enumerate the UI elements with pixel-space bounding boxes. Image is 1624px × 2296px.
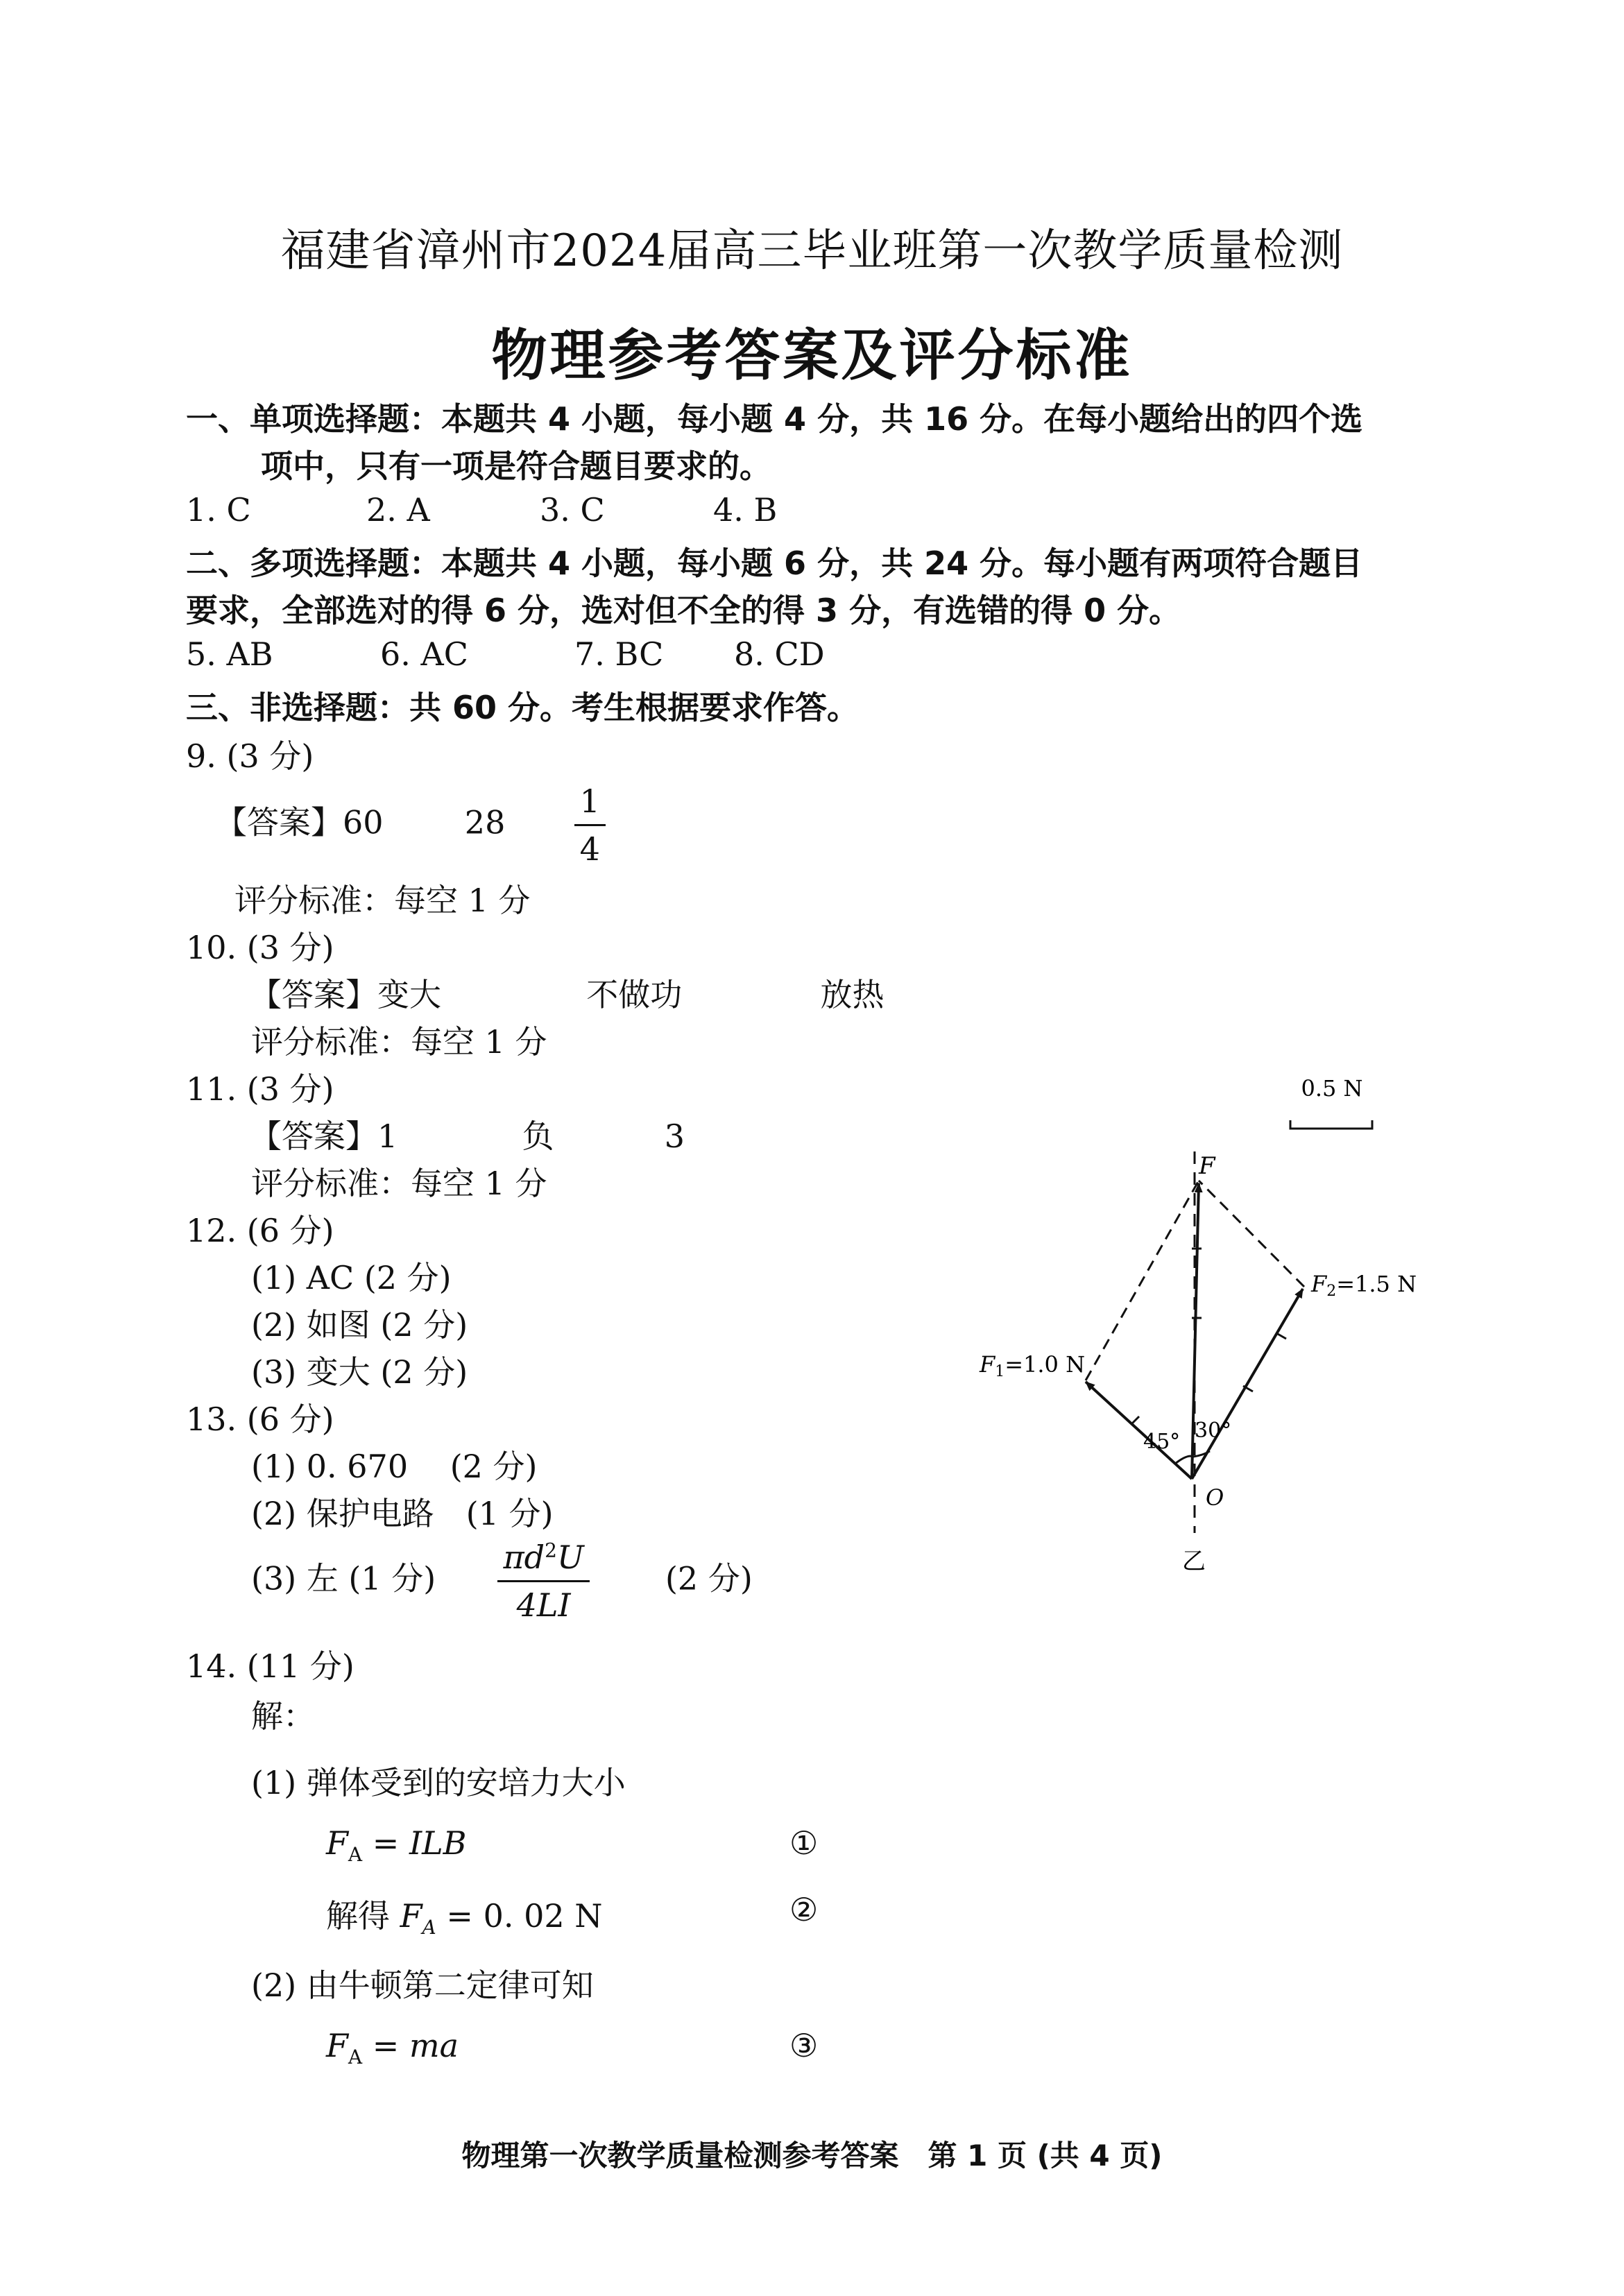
q9-answer-1: 【答案】60 — [215, 803, 384, 841]
section1-heading-line1: 一、单项选择题：本题共 4 小题，每小题 4 分，共 16 分。在每小题给出的四个选 — [186, 400, 1363, 438]
q11-scoring: 评分标准：每空 1 分 — [251, 1165, 547, 1202]
q14-solve: 解： — [251, 1697, 315, 1735]
q14-eq1: $F_A$ = ILB — [326, 1824, 467, 1867]
q10-answer-2: 不做功 — [586, 976, 683, 1013]
q13-item-1: (1) 0. 670 (2 分) — [251, 1448, 538, 1485]
q11-answer-2: 负 — [522, 1117, 554, 1155]
q10-answer-1: 【答案】变大 — [250, 976, 441, 1013]
q9-answer-3-fraction — [574, 782, 606, 868]
q11-answer-3: 3 — [664, 1117, 685, 1155]
q10-answer-row — [250, 970, 884, 1016]
q13-label: 13. (6 分) — [186, 1400, 334, 1438]
page-footer: 物理第一次教学质量检测参考答案 第 1 页 (共 4 页) — [461, 2139, 1163, 2173]
answer-q4: 4. B — [713, 491, 778, 529]
diagram-caption: 乙 — [1182, 1548, 1206, 1575]
label-F: F — [1199, 1152, 1215, 1180]
section2-heading-line2: 要求，全部选对的得 6 分，选对但不全的得 3 分，有选错的得 0 分。 — [186, 592, 1181, 629]
section2-heading-line1: 二、多项选择题：本题共 4 小题，每小题 6 分，共 24 分。每小题有两项符合题目 — [186, 545, 1363, 582]
q13-item-3-prefix: (3) 左 (1 分) — [251, 1559, 436, 1597]
q11-answer-row — [250, 1111, 685, 1157]
q12-label: 12. (6 分) — [186, 1212, 334, 1249]
q9-scoring: 评分标准：每空 1 分 — [234, 882, 531, 919]
answer-q6: 6. AC — [380, 635, 468, 673]
document-title: 福建省漳州市2024届高三毕业班第一次教学质量检测 — [280, 225, 1344, 277]
fraction-numerator: 1 — [574, 782, 606, 826]
force-F2-arrow — [1192, 1289, 1303, 1479]
answer-q1: 1. C — [186, 491, 251, 529]
scale-label: 0.5 N — [1301, 1075, 1363, 1102]
q9-label: 9. (3 分) — [186, 737, 314, 775]
formula-numerator: $\pi d^2U$ — [497, 1539, 589, 1582]
formula-denominator: 4LI — [516, 1586, 571, 1624]
tick-mark — [1276, 1333, 1286, 1339]
q13-item-3-row — [251, 1539, 753, 1624]
scale-bar — [1290, 1120, 1372, 1129]
q13-formula-fraction — [497, 1539, 589, 1624]
dashed-side-right — [1199, 1181, 1304, 1287]
q11-label: 11. (3 分) — [186, 1070, 334, 1108]
answer-q8: 8. CD — [734, 635, 825, 673]
dashed-side-left — [1086, 1181, 1199, 1380]
q9-answer-2: 28 — [464, 803, 506, 841]
answer-q7: 7. BC — [574, 635, 664, 673]
q13-item-2: (2) 保护电路 (1 分) — [251, 1495, 554, 1532]
section3-heading: 三、非选择题：共 60 分。考生根据要求作答。 — [186, 689, 860, 726]
answer-q2: 2. A — [366, 491, 430, 529]
q12-item-1: (1) AC (2 分) — [251, 1259, 452, 1296]
q11-answer-1: 【答案】1 — [250, 1117, 398, 1155]
label-angle-30: 30° — [1195, 1419, 1232, 1443]
q14-eq3: $F_A$ = ma — [326, 2027, 459, 2069]
q14-eq2-mark: ② — [789, 1891, 819, 1928]
q14-label: 14. (11 分) — [186, 1647, 354, 1685]
q13-item-3-suffix: (2 分) — [665, 1559, 753, 1597]
q14-eq2: 解得 $F_A = 0$. 02 N — [326, 1897, 603, 1939]
q9-answer-row — [215, 782, 606, 868]
q12-item-2: (2) 如图 (2 分) — [251, 1306, 468, 1344]
label-angle-45: 45° — [1143, 1430, 1181, 1454]
q14-eq3-mark: ③ — [789, 2027, 819, 2064]
q14-part2: (2) 由牛顿第二定律可知 — [251, 1967, 594, 2004]
answer-q3: 3. C — [540, 491, 605, 529]
label-F2: F2=1.5 N — [1311, 1271, 1417, 1300]
label-O: O — [1206, 1484, 1224, 1511]
q14-part1: (1) 弹体受到的安培力大小 — [251, 1764, 626, 1801]
fraction-denominator: 4 — [579, 830, 600, 868]
q10-answer-3: 放热 — [820, 976, 884, 1013]
q10-scoring: 评分标准：每空 1 分 — [251, 1023, 547, 1061]
answer-q5: 5. AB — [186, 635, 273, 673]
force-diagram — [957, 1054, 1485, 1582]
angle-arc-45 — [1175, 1456, 1193, 1464]
section1-heading-line2: 项中，只有一项是符合题目要求的。 — [261, 447, 771, 485]
q14-eq1-mark: ① — [789, 1824, 819, 1862]
document-subtitle: 物理参考答案及评分标准 — [491, 323, 1133, 388]
tick-mark — [1132, 1416, 1139, 1423]
q10-label: 10. (3 分) — [186, 929, 334, 966]
label-F1: F1=1.0 N — [980, 1351, 1086, 1380]
q12-item-3: (3) 变大 (2 分) — [251, 1353, 468, 1391]
